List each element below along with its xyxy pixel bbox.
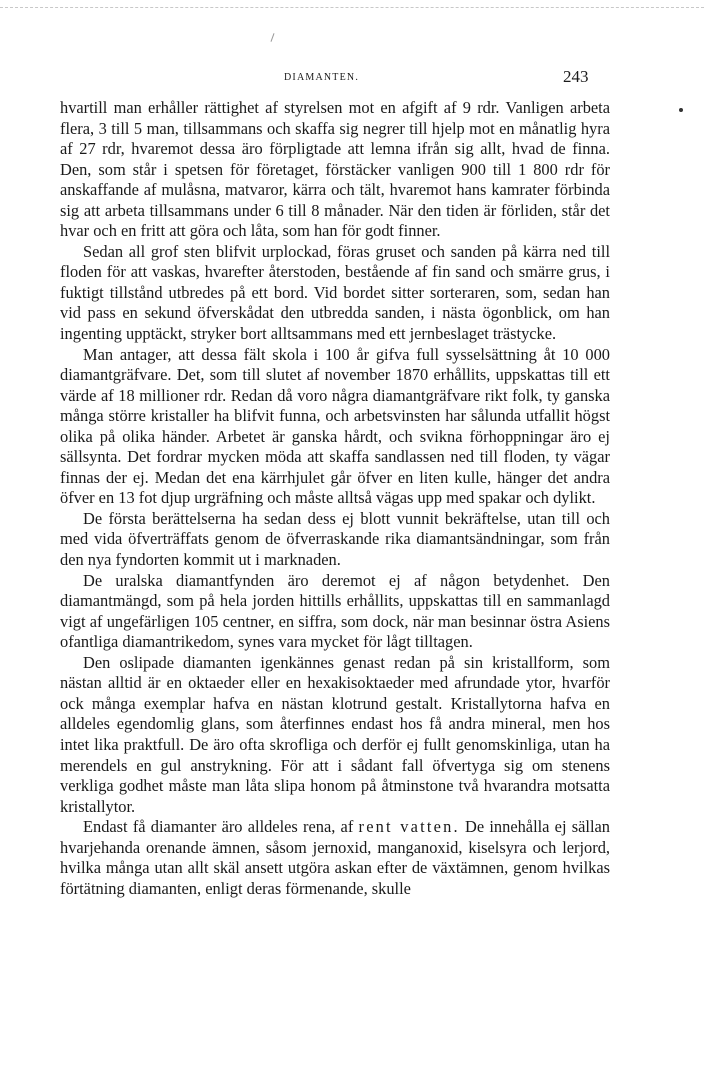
paragraph-1: hvartill man erhåller rättighet af styrelsen mot en afgift af 9 rdr. Vanligen arbeta flera, 3 till 5 man, tillsammans och skaffa sig negrer till hjelp mot en månatlig hyra af 27 rdr, hvaremot dessa äro förpligtade att lemna ifrån sig allt, hvad de finna. Den, som står i spetsen för företaget, förstäcker vanligen 900 till 1 800 rdr för anskaffande af mulåsna, matvaror, kärra och tält, hvaremot hans kamrater förbinda sig att arbeta tillsammans under 6 till 8 månader. När den tiden är förliden, står det hvar och en fritt att göra och låta, som han för godt finner. xyxy=(60,98,610,241)
paragraph-7 xyxy=(60,817,610,899)
body-text xyxy=(60,98,610,899)
margin-ink-dot xyxy=(679,108,683,112)
running-title: DIAMANTEN. xyxy=(284,72,360,83)
emphasized-phrase: rent vatten. xyxy=(358,817,460,837)
paragraph-7-start: Endast få diamanter äro alldeles rena, af xyxy=(83,817,359,837)
paragraph-5: De uralska diamantfynden äro deremot ej af någon betydenhet. Den diamantmängd, som på hela jorden hittills erhållits, uppskattas till en sammanlagd vigt af ungefärligen 105 centner, en siffra, som dock, när man besinnar östra Asiens ofantliga diamantrikedom, synes vara mycket för lågt tilltagen. xyxy=(60,570,610,652)
page-number: 243 xyxy=(563,67,589,86)
paragraph-7-end: De innehålla ej sällan hvarjehanda orenande ämnen, såsom jernoxid, manganoxid, kiselsyra och lerjord, hvilka många utan allt skäl ansett utgöra askan efter de växtämnen, genom hvilkas förtätning diamanten, enligt deras förmenande, skulle xyxy=(60,817,610,898)
paragraph-3: Man antager, att dessa fält skola i 100 år gifva full sysselsättning åt 10 000 diamantgräfvare. Det, som till slutet af november 1870 erhållits, uppskattas till ett värde af 18 millioner rdr. Redan då voro några diamantgräfvare rikt folk, ty ganska många större kristaller ha blifvit funna, och arbetsvinsten har sålunda utfallit högst olika på olika händer. Arbetet är ganska hårdt, och svikna förhoppningar äro ej sällsynta. Det fordrar mycken möda att skaffa sandlassen ned till floden, ty vägar finnas der ej. Medan det ena kärrhjulet går öfver en liten kulle, hänger det andra öfver en 13 fot djup urgräfning och måste alltså vägas upp med spakar och dylikt. xyxy=(60,344,610,508)
paragraph-6: Den oslipade diamanten igenkännes genast redan på sin kristallform, som nästan alltid är en oktaeder eller en hexakisoktaeder med afrundade ytor, hvarför ock många exemplar hafva en nästan klotrund gestalt. Kristallytorna hafva en alldeles egendomlig glans, som återfinnes endast hos få andra mineral, men hos intet lika praktfull. De äro ofta skrofliga och derför ej fullt genomskinliga, utan ha merendels en gul anstrykning. För att i sådant fall öfvertyga sig om stenens verkliga godhet måste man låta slipa honom på åtminstone två hvarandra motsatta kristallytor. xyxy=(60,652,610,816)
paragraph-2: Sedan all grof sten blifvit urplockad, föras gruset och sanden på kärra ned till floden för att vaskas, hvarefter återstoden, bestående af fin sand och smärre grus, i fuktigt tillstånd utbredes på ett bord. Vid bordet sitter sorteraren, som, sedan han vid pass en sekund öfverskådat den utbredda sanden, i nästa ögonblick, om han ingenting upptäckt, stryker bort alltsammans med ett jernbeslaget trästycke. xyxy=(60,241,610,344)
scan-edge-line xyxy=(0,7,704,12)
stray-ink-mark xyxy=(270,33,274,42)
paragraph-4: De första berättelserna ha sedan dess ej blott vunnit bekräftelse, utan till och med vida öfverträffats genom de öfverraskande rika diamantsändningar, som från den nya fyndorten kommit ut i marknaden. xyxy=(60,508,610,570)
